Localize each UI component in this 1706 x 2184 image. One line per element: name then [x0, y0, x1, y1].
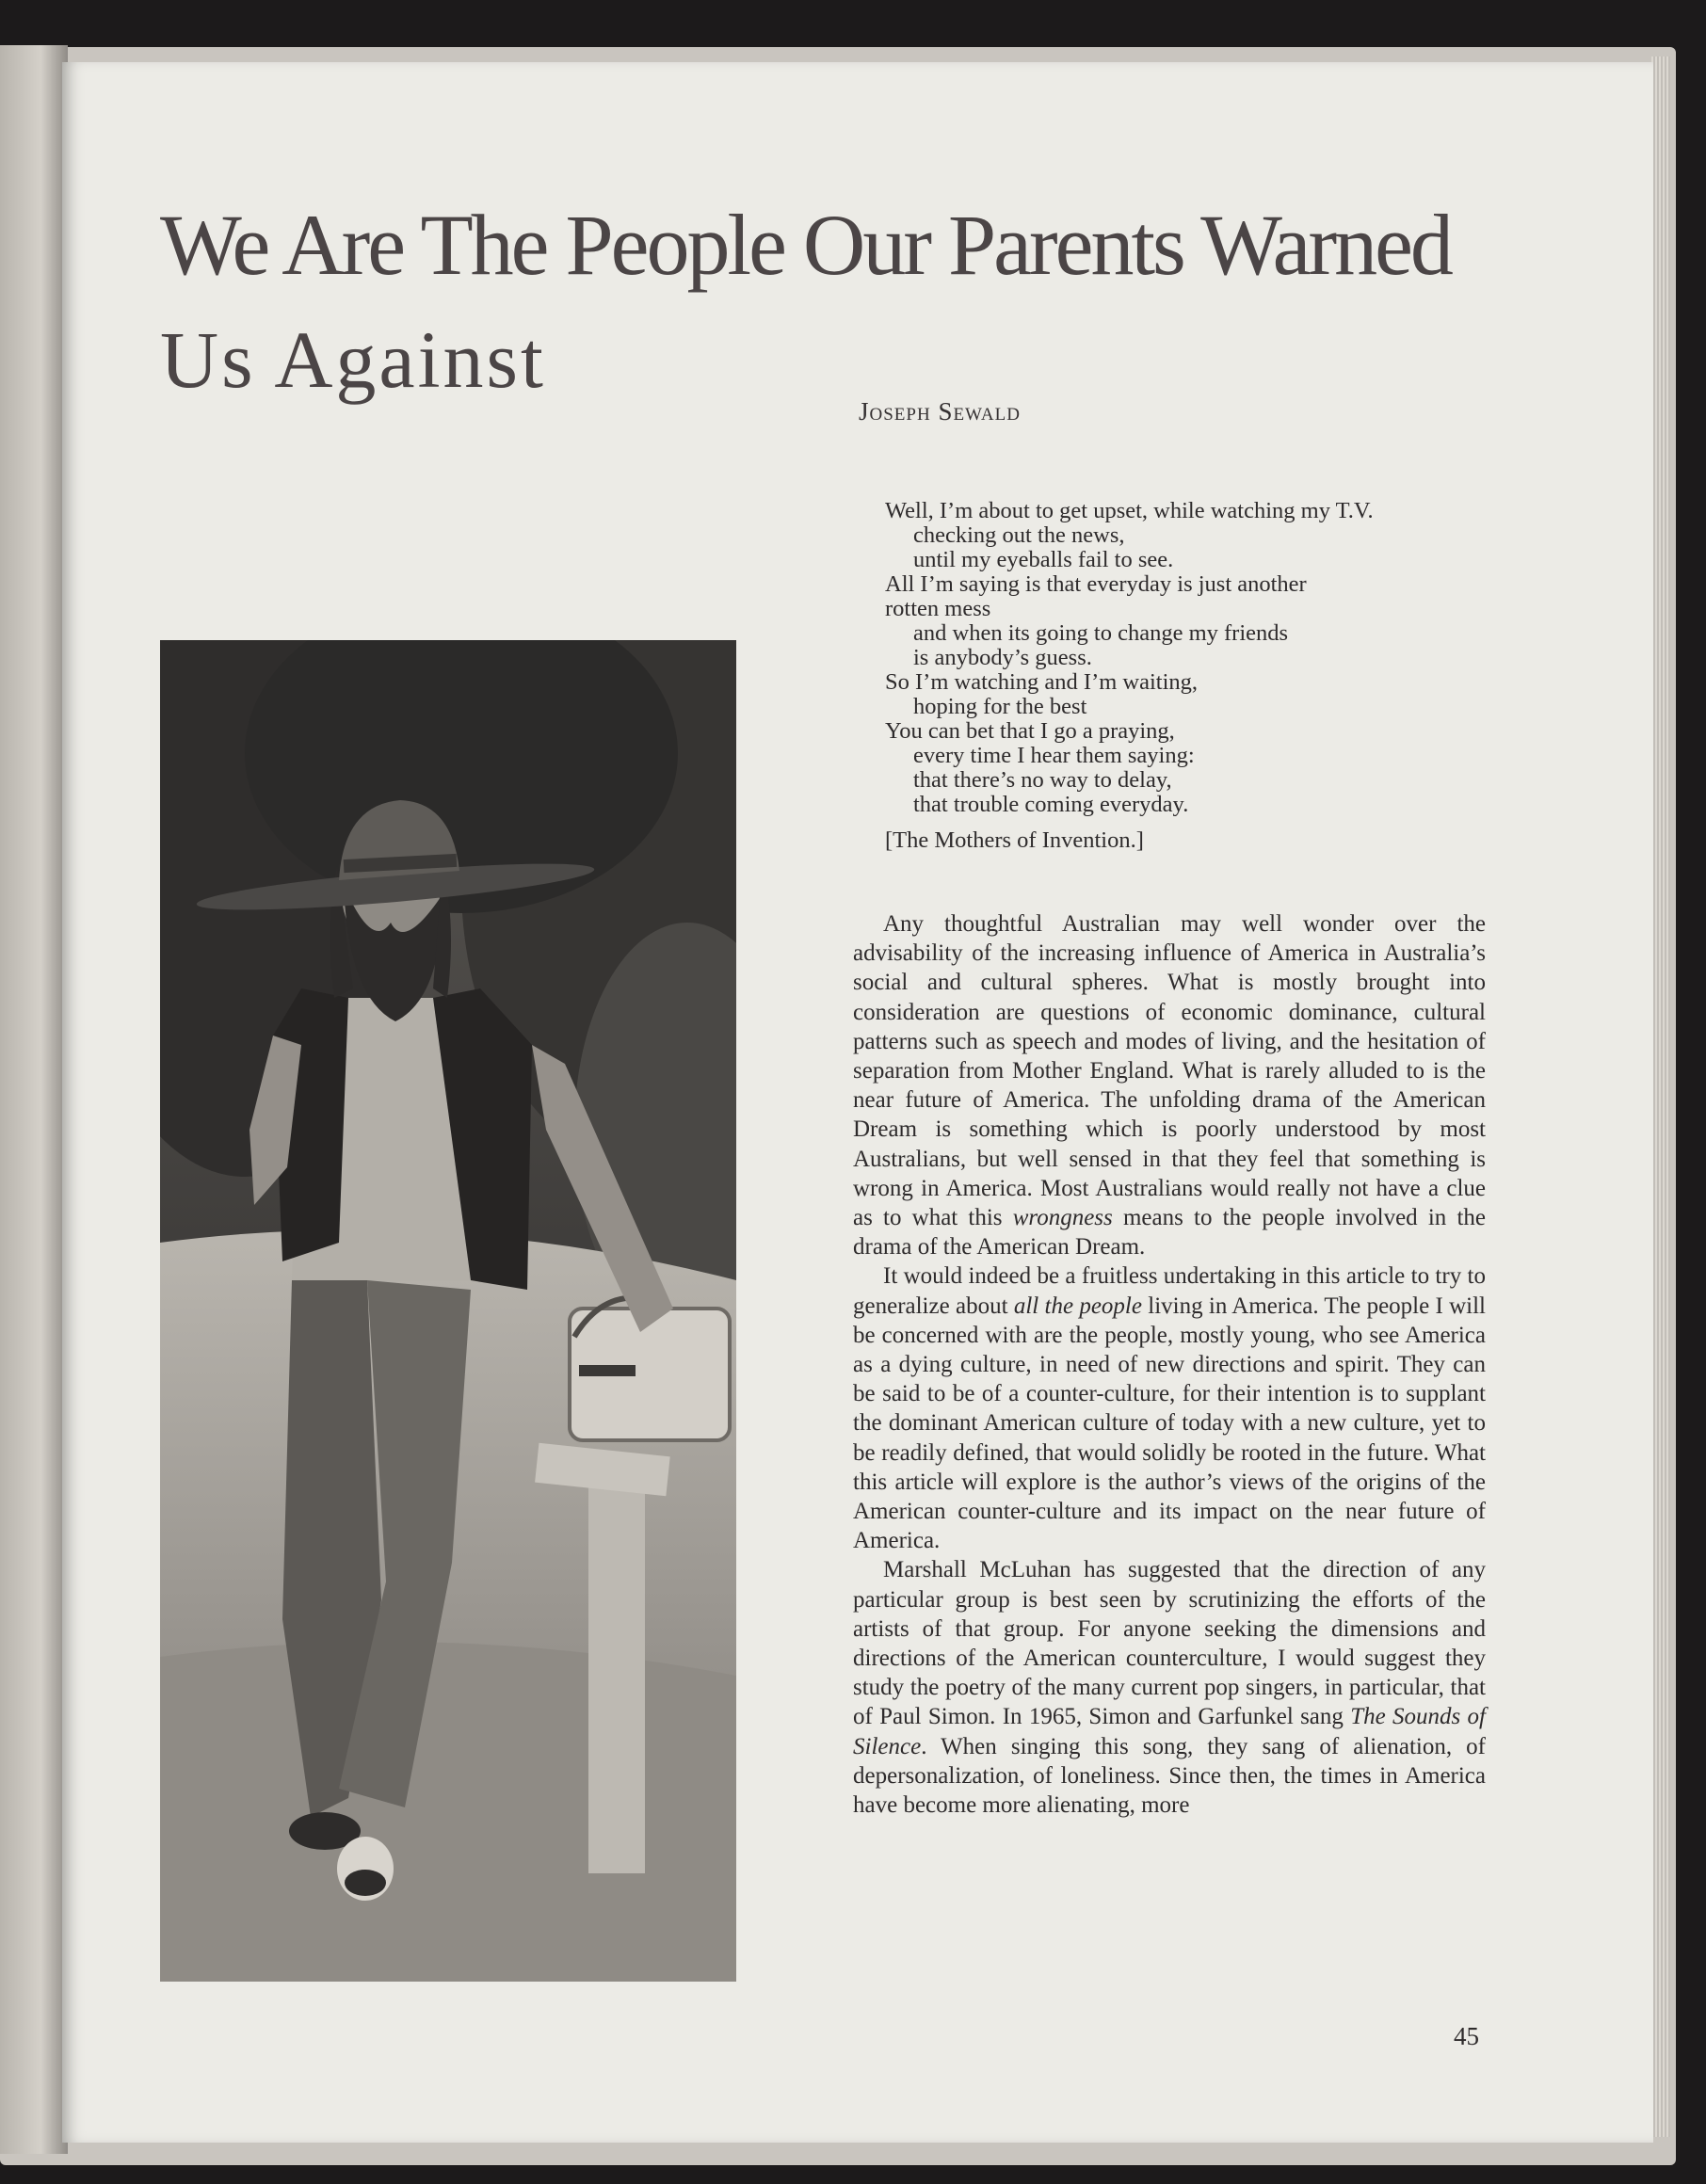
paragraph-text: living in America. The people I will be concerned with are the people, mostly young, who see America as a dying culture, in need of new directions and spirit. They can be said to be of a counter-culture, for their intention is to supplant the dominant American culture of today with a new culture, yet to be readily defined, that would solidly be rooted in the future. What this article will explore is the author’s views of the origins of the American counter-culture and its impact on the near future of America. [853, 1293, 1487, 1554]
body-paragraph-1 [853, 909, 1486, 1261]
emphasis-text: The Sounds of Silence [853, 1704, 1487, 1759]
lyric-line: is anybody’s guess. [913, 645, 1092, 670]
paragraph-text: . When singing this song, they sang of alienation, of depersonalization, of loneliness. Since then, the times in America have become more alienating, more [853, 1733, 1486, 1819]
lyric-line: that there’s no way to delay, [913, 767, 1172, 793]
page-number: 45 [1454, 2022, 1479, 2050]
lyric-line: and when its going to change my friends [913, 620, 1289, 646]
lyric-line: Well, I’m about to get upset, while watching my T.V. [885, 498, 1374, 523]
emphasis-text: all the people [1013, 1293, 1142, 1319]
lyric-line: rotten mess [885, 596, 991, 621]
lyric-line: that trouble coming everyday. [913, 792, 1189, 817]
lyric-line: So I’m watching and I’m waiting, [885, 669, 1199, 695]
emphasis-text: wrongness [1012, 1205, 1113, 1231]
article-title-line-1: We Are The People Our Parents Warned [160, 197, 1451, 293]
song-lyrics-epigraph [885, 499, 1506, 853]
page-stack-edge [1651, 56, 1670, 2137]
lyric-line: You can bet that I go a praying, [885, 718, 1175, 744]
lyric-line: every time I hear them saying: [913, 743, 1195, 768]
body-paragraph-3 [853, 1555, 1486, 1820]
body-paragraph-2 [853, 1261, 1486, 1555]
paragraph-text: Marshall McLuhan has suggested that the direction of any particular group is best seen by scrutinizing the efforts of the artists of that group. For anyone seeking the dimensions and directions of the American counterculture, I would suggest they study the poetry of the many current pop singers, in particular, that of Paul Simon. In 1965, Simon and Garfunkel sang [853, 1557, 1486, 1730]
article-title-line-2: Us Against [160, 314, 546, 405]
article-author: Joseph Sewald [859, 397, 1021, 426]
article-body [853, 909, 1486, 1820]
article-photo [160, 640, 736, 1982]
lyric-line: All I’m saying is that everyday is just another [885, 571, 1307, 597]
paragraph-text: means to the people involved in the drama of the American Dream. [853, 1205, 1487, 1261]
paragraph-text: Any thoughtful Australian may well wonder over the advisability of the increasing influence of America in Australia’s social and cultural spheres. What is mostly brought into consideration are questions of economic dominance, cultural patterns such as speech and modes of living, and the hesitation of separation from Mother England. What is rarely alluded to is the near future of America. The unfolding drama of the American Dream is something which is poorly understood by most Australians, but well sensed in that they feel that something is wrong in America. Most Australians would really not have a clue as to what this [853, 911, 1486, 1231]
lyric-source: [The Mothers of Invention.] [885, 827, 1144, 853]
article-title [160, 198, 1535, 407]
left-page-edge [0, 45, 68, 2154]
lyric-line: until my eyeballs fail to see. [913, 547, 1174, 572]
paragraph-text: It would indeed be a fruitless undertaking in this article to try to generalize about [853, 1263, 1486, 1319]
lyric-line: checking out the news, [913, 522, 1125, 548]
lyric-line: hoping for the best [913, 694, 1087, 719]
